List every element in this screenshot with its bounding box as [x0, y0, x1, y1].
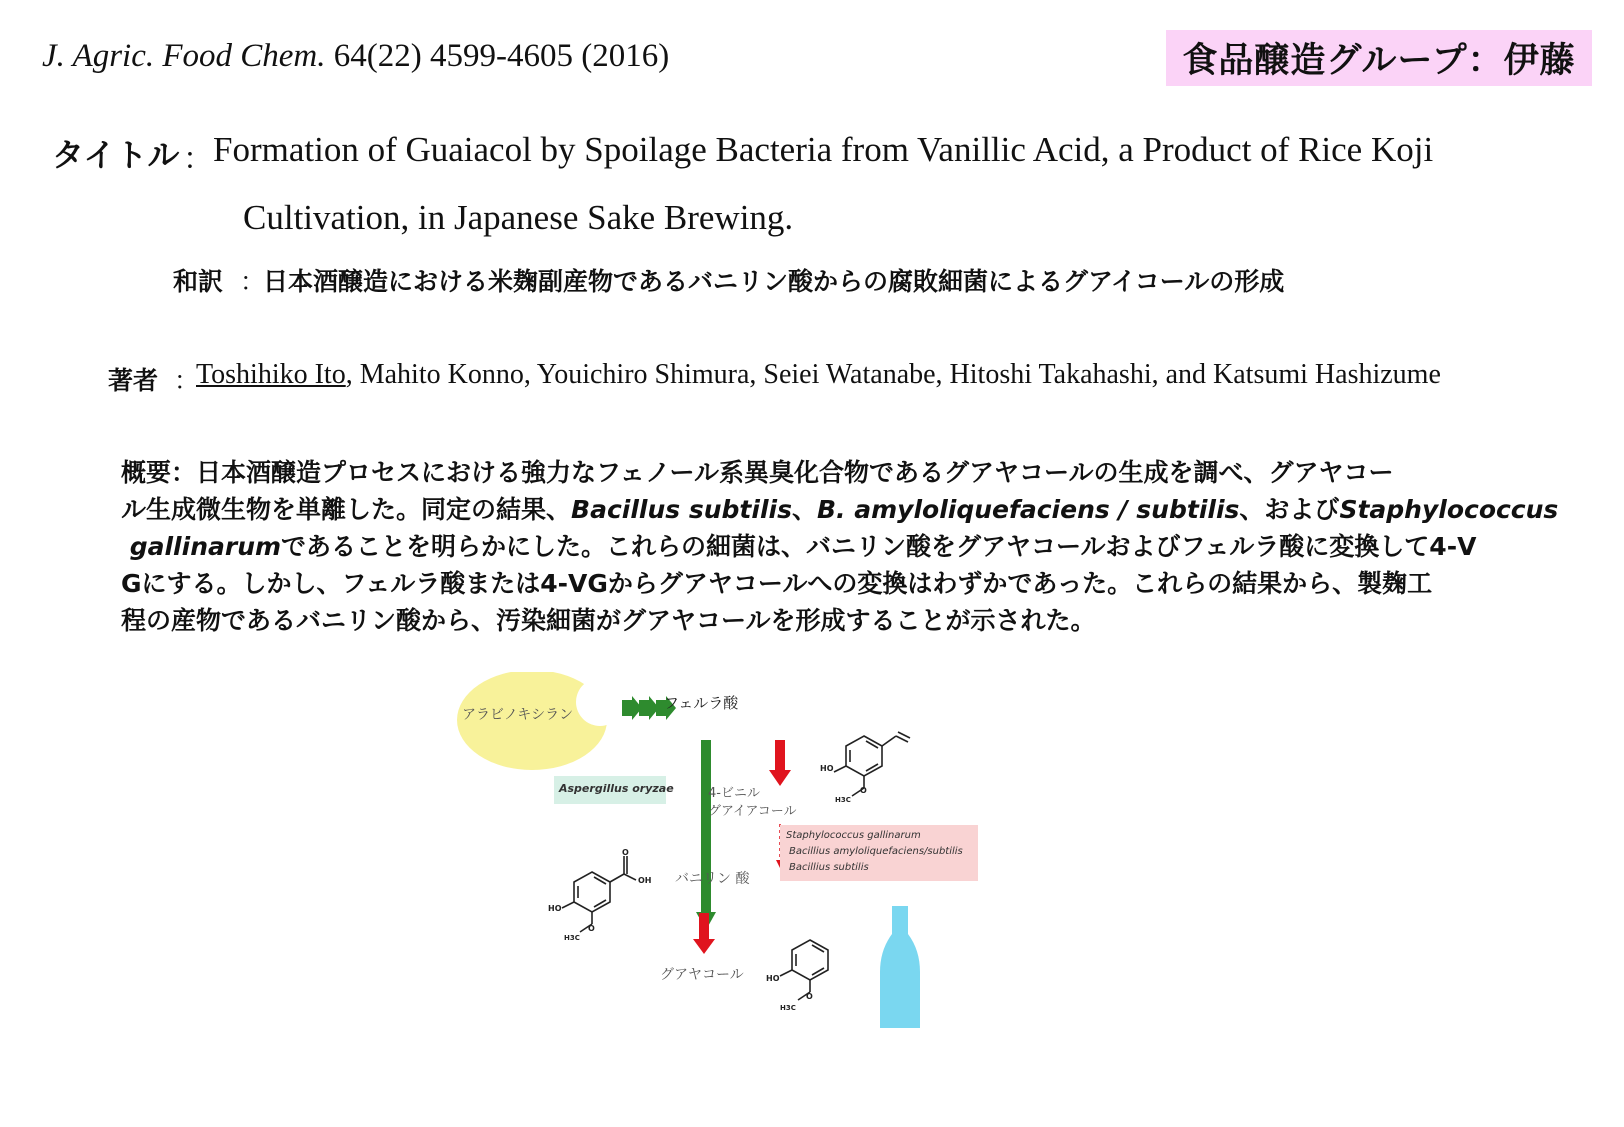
jp-title-text: 日本酒醸造における米麹副産物であるバニリン酸からの腐敗細菌によるグアイコールの形成: [263, 267, 1285, 296]
first-author: Toshihiko Ito: [196, 359, 346, 390]
abstract-line: Gにする。しかし、フェルラ酸または4-VGからグアヤコールへの変換はわずかであった。これらの結果から、製麹工: [121, 569, 1433, 598]
species-name: B. amyloliquefaciens / subtilis: [816, 495, 1240, 524]
atom-label: O: [588, 924, 595, 933]
atom-label: HO: [820, 764, 834, 773]
title-separator: ：: [183, 142, 213, 177]
authors-separator: ：: [174, 366, 200, 395]
jp-title-separator: ：: [240, 267, 266, 296]
green-down-arrow: [696, 740, 716, 930]
vanillic-acid-structure: [562, 856, 636, 932]
atom-label: H3C: [835, 796, 851, 804]
species-name: Staphylococcus: [1339, 495, 1559, 524]
abstract-text: 、および: [1239, 495, 1340, 524]
jp-title-label: 和訳: [173, 267, 224, 296]
bacteria-label-2: Bacillius amyloliquefaciens/subtilis: [789, 846, 963, 857]
aspergillus-label: Aspergillus oryzae: [559, 782, 674, 795]
atom-label: HO: [548, 904, 562, 913]
abstract: [121, 454, 1559, 639]
other-authors: , Mahito Konno, Youichiro Shimura, Seiei Watanabe, Hitoshi Takahashi, and Katsumi Hashizume: [345, 359, 1441, 390]
atom-label: H3C: [564, 934, 580, 942]
atom-label: O: [806, 992, 813, 1001]
red-down-arrow: [769, 740, 791, 786]
abstract-line: [121, 528, 1541, 565]
citation: [42, 38, 669, 75]
abstract-line: 程の産物であるバニリン酸から、汚染細菌がグアヤコールを形成することが示された。: [121, 606, 1096, 635]
paper-title-line1: Formation of Guaiacol by Spoilage Bacteria from Vanillic Acid, a Product of Rice Koji: [213, 130, 1434, 169]
ellipse-bite: [576, 678, 624, 726]
abstract-line: 概要：日本酒醸造プロセスにおける強力なフェノール系異臭化合物であるグアヤコールの生成を調べ、グアヤコー: [121, 458, 1394, 487]
group-badge: 食品醸造グループ：伊藤: [1166, 30, 1592, 86]
abstract-text: であることを明らかにした。これらの細菌は、バニリン酸をグアヤコールおよびフェルラ酸に変換して4-V: [281, 532, 1477, 561]
citation-details: 64(22) 4599-4605 (2016): [333, 38, 670, 74]
pathway-figure: [452, 672, 1052, 1082]
bacteria-label-3: Bacillius subtilis: [789, 862, 869, 873]
atom-label: O: [860, 786, 867, 795]
guaiacol-label: グアヤコール: [660, 967, 744, 983]
bottle-shape: [880, 906, 920, 1028]
vinyl-guaiacol-structure: [834, 732, 910, 796]
vinyl-guaiacol-label-1: 4-ビニル: [708, 786, 760, 801]
guaiacol-structure: [780, 940, 828, 1000]
title-label: タイトル: [52, 136, 180, 174]
vanillic-acid-label: バニリン 酸: [675, 871, 750, 887]
bacteria-label-1: Staphylococcus gallinarum: [786, 830, 921, 841]
pathway-diagram: [452, 672, 1052, 1082]
atom-label: H3C: [780, 1004, 796, 1012]
abstract-text: 、: [791, 495, 817, 524]
vinyl-guaiacol-label-2: グアイアコール: [708, 804, 797, 819]
paper-title-line2: Cultivation, in Japanese Sake Brewing.: [243, 198, 794, 237]
atom-label: OH: [638, 876, 652, 885]
atom-label: HO: [766, 974, 780, 983]
authors-list: [196, 359, 1441, 391]
species-name: Bacillus subtilis: [571, 495, 792, 524]
ferulic-acid-label: フェルラ酸: [664, 694, 739, 712]
journal-name: J. Agric. Food Chem.: [42, 38, 326, 74]
abstract-text: ル生成微生物を単離した。同定の結果、: [121, 495, 572, 524]
species-name: gallinarum: [129, 532, 282, 561]
authors-label: 著者: [108, 366, 159, 395]
abstract-line: [121, 491, 1559, 528]
atom-label: O: [622, 848, 629, 857]
arabinoxylan-label: アラビノキシラン: [462, 707, 574, 723]
